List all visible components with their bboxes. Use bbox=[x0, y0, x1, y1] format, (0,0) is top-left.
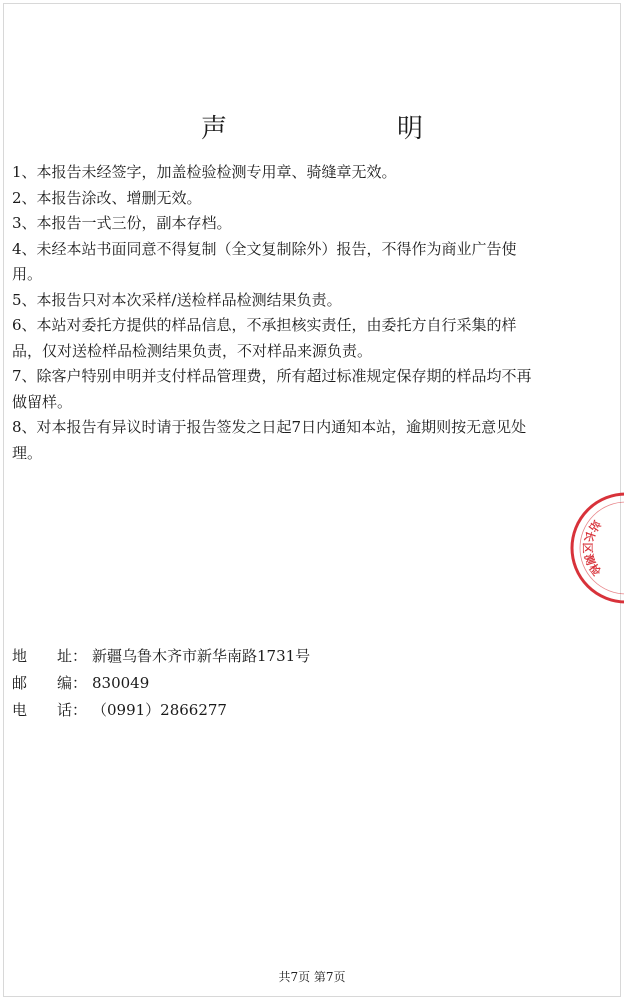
address-row bbox=[12, 643, 310, 670]
seal-glyph: 站 bbox=[586, 517, 603, 535]
clause-7: 7、除客户特别申明并支付样品管理费，所有超过标准规定保存期的样品均不再做留样。 bbox=[12, 367, 532, 411]
clause-6: 6、本站对委托方提供的样品信息，不承担核实责任，由委托方自行采集的样品，仅对送检样品检测结果负责，不对样品来源负责。 bbox=[12, 316, 517, 360]
seal-glyph: 区 bbox=[581, 542, 594, 554]
page-footer: 共7页 第7页 bbox=[278, 970, 346, 984]
postcode-row bbox=[12, 670, 310, 697]
clause-2: 2、本报告涂改、增删无效。 bbox=[12, 188, 202, 207]
phone-value: （0991）2866277 bbox=[92, 701, 227, 719]
seal-glyph: 测 bbox=[581, 552, 598, 567]
clause-3: 3、本报告一式三份，副本存档。 bbox=[12, 214, 232, 232]
contact-info bbox=[12, 643, 310, 724]
seal-glyph: 长 bbox=[581, 529, 598, 544]
clause-4: 4、未经本站书面同意不得复制（全文复制除外）报告，不得作为商业广告使用。 bbox=[12, 239, 517, 283]
address-value: 新疆乌鲁木齐市新华南路1731号 bbox=[92, 647, 311, 665]
seal-glyph: 检 bbox=[586, 561, 603, 579]
clause-1: 1、本报告未经签字，加盖检验检测专用章、骑缝章无效。 bbox=[12, 163, 397, 181]
declaration-clauses bbox=[12, 160, 544, 466]
seal-glyphs bbox=[581, 518, 604, 579]
postcode-label: 邮 编： bbox=[12, 674, 88, 692]
red-seal-stamp bbox=[566, 492, 624, 604]
phone-label: 电 话： bbox=[12, 701, 88, 719]
page-title: 声 明 bbox=[200, 114, 495, 144]
postcode-value: 830049 bbox=[92, 674, 150, 692]
clause-5: 5、本报告只对本次采样/送检样品检测结果负责。 bbox=[12, 290, 342, 309]
page-border bbox=[3, 3, 621, 997]
address-label: 地 址： bbox=[12, 647, 88, 665]
clause-8: 8、对本报告有异议时请于报告签发之日起7日内通知本站，逾期则按无意见处理。 bbox=[12, 418, 527, 462]
phone-row bbox=[12, 697, 310, 724]
